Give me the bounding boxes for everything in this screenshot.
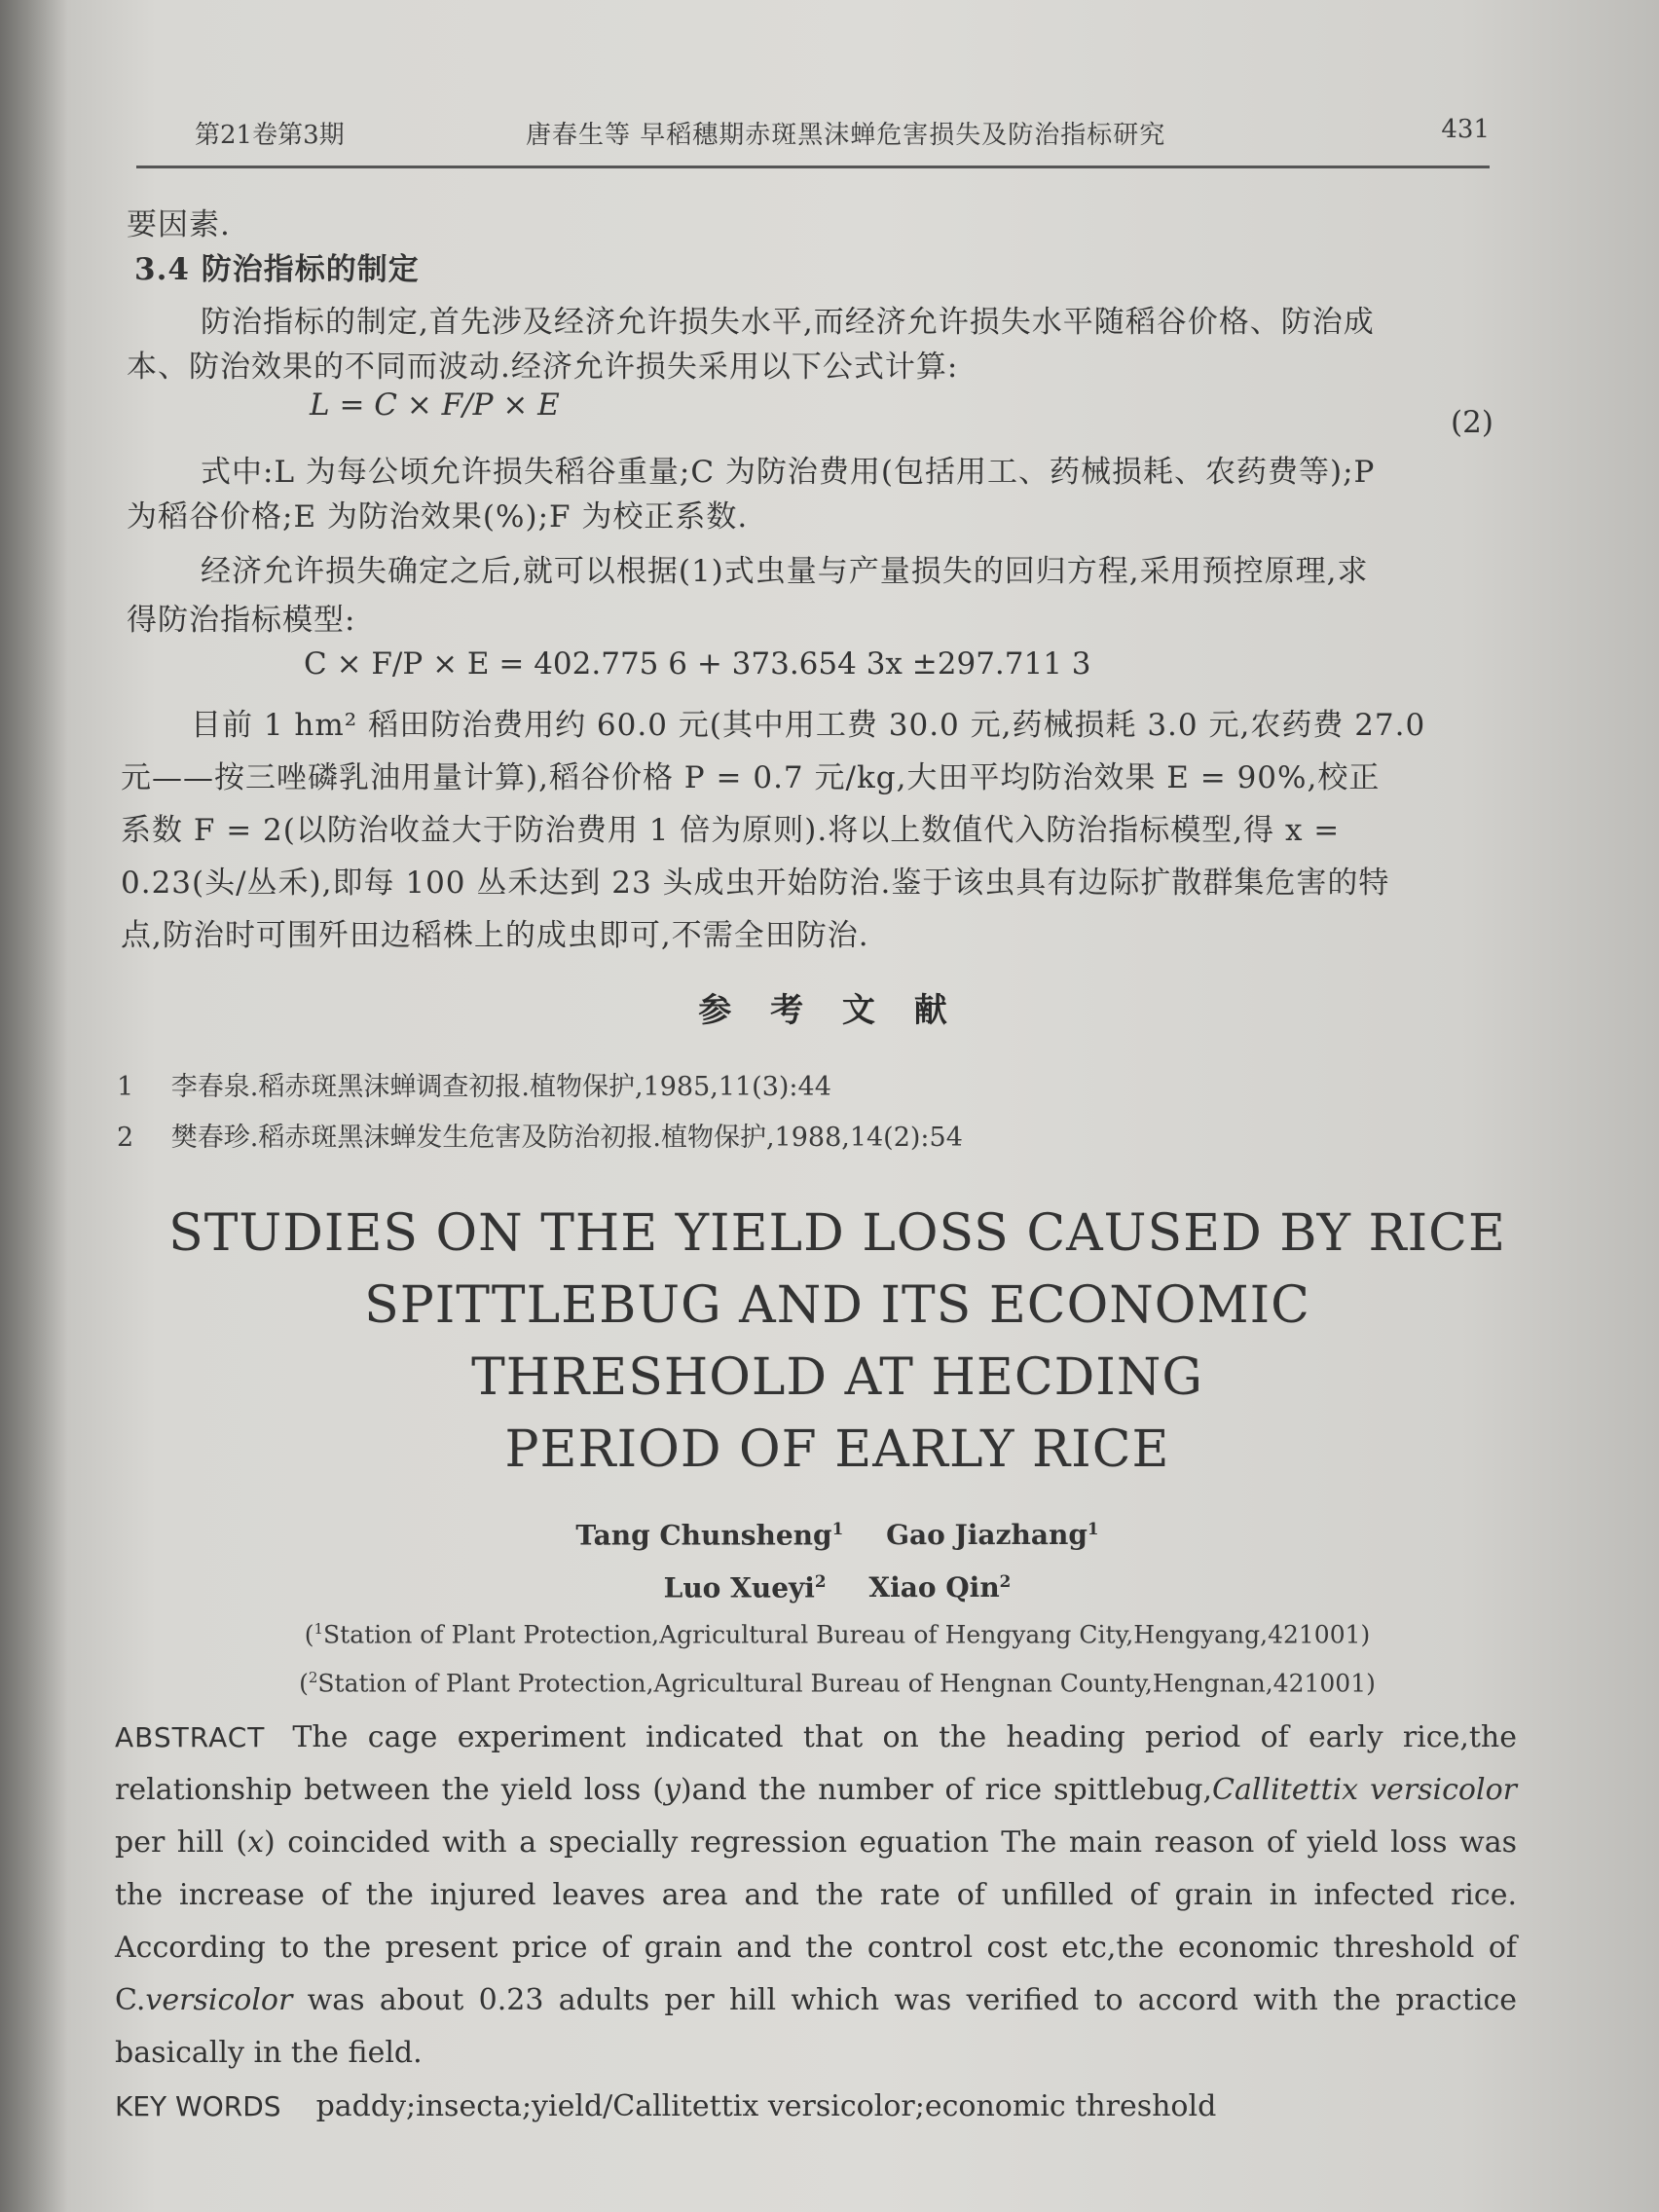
affiliation-sup: 2	[308, 1669, 318, 1686]
references-heading: 参 考 文 献	[698, 991, 961, 1030]
para2-line2: 为稻谷价格;E 为防治效果(%);F 为校正系数.	[127, 499, 749, 535]
para4-line1: 目前 1 hm² 稻田防治费用约 60.0 元(其中用工费 30.0 元,药械损耗 3.0 元,农药费 27.0	[191, 708, 1426, 743]
title-line: STUDIES ON THE YIELD LOSS CAUSED BY RICE	[168, 1204, 1506, 1263]
section-title: 3.4 防治指标的制定	[134, 252, 420, 287]
equation-1-number: (2)	[1451, 405, 1493, 440]
abstract-text: )and the number of rice spittlebug,	[680, 1773, 1213, 1807]
continued-line: 要因素.	[127, 207, 231, 242]
affiliation-text: Station of Plant Protection,Agricultural Bureau of Hengnan County,Hengnan,421001	[317, 1669, 1367, 1698]
reference-item	[117, 1065, 831, 1103]
abstract-var-x: x	[247, 1825, 265, 1860]
title-line: THRESHOLD AT HECDING	[471, 1348, 1203, 1407]
abstract-text: The cage experiment indicated that on the heading period of early rice,the relationship between the yield loss (	[115, 1720, 1517, 1807]
author-name: Luo Xueyi	[663, 1571, 815, 1604]
authors-line-2	[136, 1571, 1538, 1604]
author-sup: 1	[831, 1519, 844, 1538]
abstract-text: per hill (	[115, 1825, 248, 1860]
keywords-label: KEY WORDS	[115, 2090, 281, 2122]
para4-line4: 0.23(头/丛禾),即每 100 丛禾达到 23 头成虫开始防治.鉴于该虫具有边际扩散群集危害的特	[121, 866, 1390, 901]
reference-number: 1	[117, 1072, 134, 1102]
author-name: Tang Chunsheng	[575, 1519, 832, 1552]
affiliation-sup: 1	[313, 1620, 324, 1638]
para4-line5: 点,防治时可围歼田边稻株上的成虫即可,不需全田防治.	[121, 918, 869, 953]
abstract-var-y: y	[663, 1773, 681, 1807]
title-line: PERIOD OF EARLY RICE	[504, 1420, 1170, 1479]
abstract-label: ABSTRACT	[115, 1721, 266, 1753]
header-rule	[136, 166, 1490, 168]
para3-line2: 得防治指标模型:	[127, 603, 356, 638]
author-sup: 2	[814, 1571, 827, 1591]
abstract-species: versicolor	[145, 1983, 293, 2017]
abstract-text: ) coincided with a specially regression eguation The main reason of yield loss was the increase of the injured leaves area and the rate of unfilled of grain in infected rice. According to the present price of grain and the control cost etc,the economic threshold of C.	[115, 1825, 1517, 2017]
affiliation-text: Station of Plant Protection,Agricultural Bureau of Hengyang City,Hengyang,421001	[323, 1620, 1361, 1649]
para1-line2: 本、防治效果的不同而波动.经济允许损失采用以下公式计算:	[127, 350, 959, 385]
reference-text: 樊春珍.稻赤斑黑沫蝉发生危害及防治初报.植物保护,1988,14(2):54	[170, 1123, 963, 1153]
authors-line-1	[136, 1519, 1538, 1551]
para2-line1: 式中:L 为每公顷允许损失稻谷重量;C 为防治费用(包括用工、药械损耗、农药费等);P	[201, 455, 1376, 490]
reference-item	[117, 1116, 963, 1154]
author-name: Xiao Qin	[868, 1571, 1000, 1604]
keywords-text: paddy;insecta;yield/Callitettix versicolor;economic threshold	[315, 2089, 1217, 2123]
keywords	[115, 2089, 1517, 2123]
running-header	[136, 115, 1490, 154]
issue-label: 第21卷第3期	[195, 121, 345, 150]
reference-number: 2	[117, 1123, 134, 1153]
title-line: SPITTLEBUG AND ITS ECONOMIC	[364, 1276, 1310, 1335]
abstract-species: Callitettix versicolor	[1212, 1773, 1517, 1807]
page-number: 431	[1441, 115, 1490, 144]
abstract-text: was about 0.23 adults per hill which was verified to accord with the practice basically in the field.	[115, 1983, 1517, 2070]
author-sup: 2	[999, 1571, 1012, 1591]
equation-2: C × F/P × E = 402.775 6 + 373.654 3x ±297.711 3	[304, 646, 1091, 682]
affiliation-1: ($^1$Station of Plant Protection,Agricultural Bureau of Hengyang City,Hengyang,421001)	[304, 1620, 1371, 1649]
english-title	[136, 1198, 1538, 1486]
affiliation-2: ($^2$Station of Plant Protection,Agricultural Bureau of Hengnan County,Hengnan,421001)	[299, 1669, 1376, 1698]
para4-line2: 元——按三唑磷乳油用量计算),稻谷价格 P = 0.7 元/kg,大田平均防治效果 E = 90%,校正	[121, 760, 1381, 795]
reference-text: 李春泉.稻赤斑黑沫蝉调查初报.植物保护,1985,11(3):44	[170, 1072, 831, 1102]
abstract	[115, 1712, 1517, 2080]
running-title: 唐春生等 早稻穗期赤斑黑沫蝉危害损失及防治指标研究	[526, 121, 1166, 150]
author-name: Gao Jiazhang	[886, 1519, 1088, 1552]
para1-line1: 防治指标的制定,首先涉及经济允许损失水平,而经济允许损失水平随稻谷价格、防治成	[201, 305, 1375, 340]
para4-line3: 系数 F = 2(以防治收益大于防治费用 1 倍为原则).将以上数值代入防治指标模型,得 x =	[121, 813, 1341, 848]
para3-line1: 经济允许损失确定之后,就可以根据(1)式虫量与产量损失的回归方程,采用预控原理,求	[201, 554, 1369, 589]
equation-1: L = C × F/P × E	[310, 387, 560, 423]
author-sup: 1	[1087, 1519, 1099, 1538]
